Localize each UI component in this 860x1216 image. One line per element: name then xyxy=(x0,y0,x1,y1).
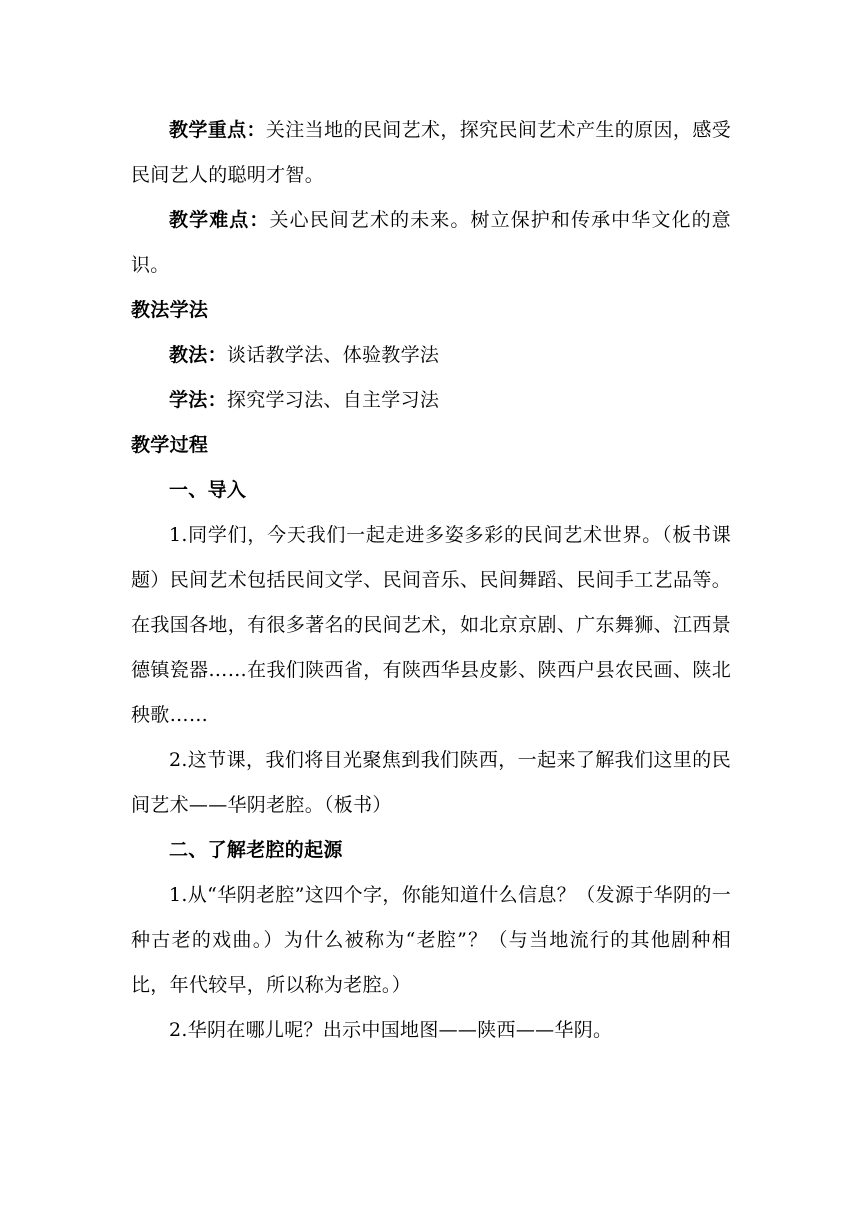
teaching-method-text: 谈话教学法、体验教学法 xyxy=(226,344,440,366)
section-origin-title: 二、了解老腔的起源 xyxy=(169,839,343,861)
difficult-point-text: 关心民间艺术的未来。树立保护和传承中华文化的意识。 xyxy=(131,209,731,276)
key-point-paragraph xyxy=(131,108,731,198)
difficult-point-label: 教学难点： xyxy=(169,209,270,231)
key-point-label: 教学重点： xyxy=(169,119,266,141)
teaching-method-label: 教法： xyxy=(169,344,227,366)
difficult-point-paragraph xyxy=(131,198,731,288)
section-intro-paragraph-1: 1.同学们，今天我们一起走进多姿多彩的民间艺术世界。（板书课题）民间艺术包括民间文学、民间音乐、民间舞蹈、民间手工艺品等。在我国各地，有很多著名的民间艺术，如北京京剧、广东舞狮、江西景德镇瓷器……在我们陕西省，有陕西华县皮影、陕西户县农民画、陕北秧歌…… xyxy=(131,524,731,726)
learning-method-label: 学法： xyxy=(169,389,227,411)
teaching-method-paragraph xyxy=(131,333,731,378)
section-intro-paragraph-2: 2.这节课，我们将目光聚焦到我们陕西，一起来了解我们这里的民间艺术——华阴老腔。（板书） xyxy=(131,749,731,816)
section-intro-title: 一、导入 xyxy=(169,479,247,501)
process-heading: 教学过程 xyxy=(131,434,209,456)
document-body xyxy=(131,108,731,1053)
learning-method-paragraph xyxy=(131,378,731,423)
section-origin-paragraph-1: 1.从“华阴老腔”这四个字，你能知道什么信息？（发源于华阴的一种古老的戏曲。）为什么被称为“老腔”？（与当地流行的其他剧种相比，年代较早，所以称为老腔。） xyxy=(131,884,731,996)
section-origin-paragraph-2: 2.华阴在哪儿呢？出示中国地图——陕西——华阴。 xyxy=(169,1019,613,1041)
key-point-text: 关注当地的民间艺术，探究民间艺术产生的原因，感受民间艺人的聪明才智。 xyxy=(131,119,731,186)
methods-heading: 教法学法 xyxy=(131,299,209,321)
learning-method-text: 探究学习法、自主学习法 xyxy=(226,389,440,411)
